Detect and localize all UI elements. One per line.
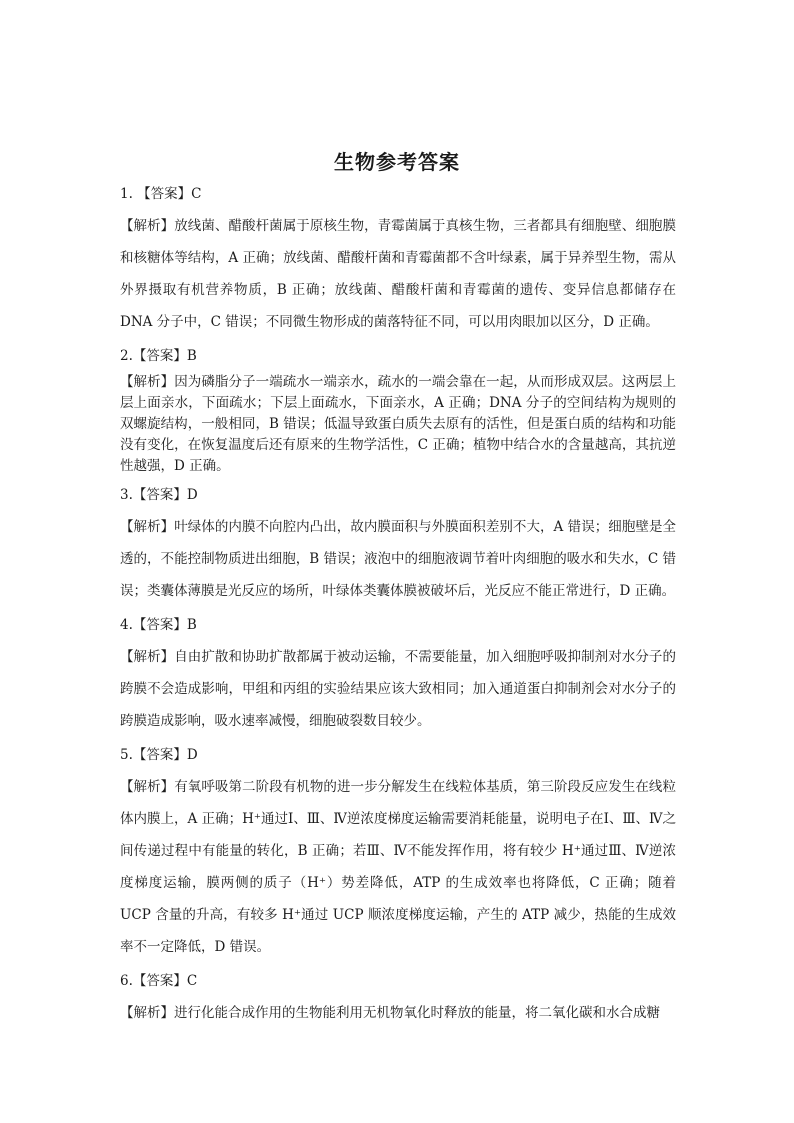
question-item	[120, 346, 676, 477]
explanation-text: 【解析】进行化能合成作用的生物能利用无机物氧化时释放的能量，将二氧化碳和水合成糖	[120, 1005, 660, 1021]
explanation-text: 【解析】有氧呼吸第二阶段有机物的进一步分解发生在线粒体基质，第三阶段反应发生在线粒体内膜上，A 正确；H⁺通过Ⅰ、Ⅲ、Ⅳ逆浓度梯度运输需要消耗能量，说明电子在Ⅰ、Ⅲ、Ⅳ之间传递过程中有能量的转化，B 正确；若Ⅲ、Ⅳ不能发挥作用，将有较少 H⁺通过Ⅲ、Ⅳ逆浓度梯度运输，膜两侧的质子（H⁺）势差降低，ATP 的生成效率也将降低，C 正确；随着 UCP 含量的升高，有较多 H⁺通过 UCP 顺浓度梯度运输，产生的 ATP 减少，热能的生成效率不一定降低，D 错误。	[120, 779, 676, 955]
explanation-text: 【解析】叶绿体的内膜不向腔内凸出，故内膜面积与外膜面积差别不大，A 错误；细胞壁是全透的，不能控制物质进出细胞，B 错误；液泡中的细胞液调节着叶肉细胞的吸水和失水，C 错误；类囊体薄膜是光反应的场所，叶绿体类囊体膜被破坏后，光反应不能正常进行，D 正确。	[120, 519, 676, 599]
answer-line: 4.【答案】B	[120, 617, 197, 633]
explanation-text: 【解析】放线菌、醋酸杆菌属于原核生物，青霉菌属于真核生物，三者都具有细胞壁、细胞膜和核糖体等结构，A 正确；放线菌、醋酸杆菌和青霉菌都不含叶绿素，属于异养型生物，需从外界摄取有机营养物质，B 正确；放线菌、醋酸杆菌和青霉菌的遗传、变异信息都储存在 DNA 分子中，C 错误；不同微生物形成的菌落特征不同，可以用肉眼加以区分，D 正确。	[120, 218, 676, 330]
answer-line: 1. 【答案】C	[120, 186, 202, 202]
explanation-text: 【解析】因为磷脂分子一端疏水一端亲水，疏水的一端会靠在一起，从而形成双层。这两层上层上面亲水，下面疏水；下层上面疏水，下面亲水，A 正确；DNA 分子的空间结构为规则的双螺旋结构，一般相同，B 错误；低温导致蛋白质失去原有的活性，但是蛋白质的结构和功能没有变化，在恢复温度后还有原来的生物学活性，C 正确；植物中结合水的含量越高，其抗逆性越强，D 正确。	[120, 374, 676, 474]
explanation-text: 【解析】自由扩散和协助扩散都属于被动运输，不需要能量，加入细胞呼吸抑制剂对水分子的跨膜不会造成影响，甲组和丙组的实验结果应该大致相同；加入通道蛋白抑制剂会对水分子的跨膜造成影响，吸水速率减慢，细胞破裂数目较少。	[120, 649, 676, 729]
answer-line: 2.【答案】B	[120, 348, 197, 364]
answer-list	[120, 184, 676, 1037]
answer-line: 6.【答案】C	[120, 973, 198, 989]
answer-line: 5.【答案】D	[120, 747, 198, 763]
question-item	[120, 615, 676, 737]
question-item	[120, 184, 676, 338]
page-title: 生物参考答案	[334, 150, 460, 174]
answer-line: 3.【答案】D	[120, 487, 198, 503]
question-item	[120, 745, 676, 963]
question-item	[120, 485, 676, 607]
question-item	[120, 971, 676, 1029]
